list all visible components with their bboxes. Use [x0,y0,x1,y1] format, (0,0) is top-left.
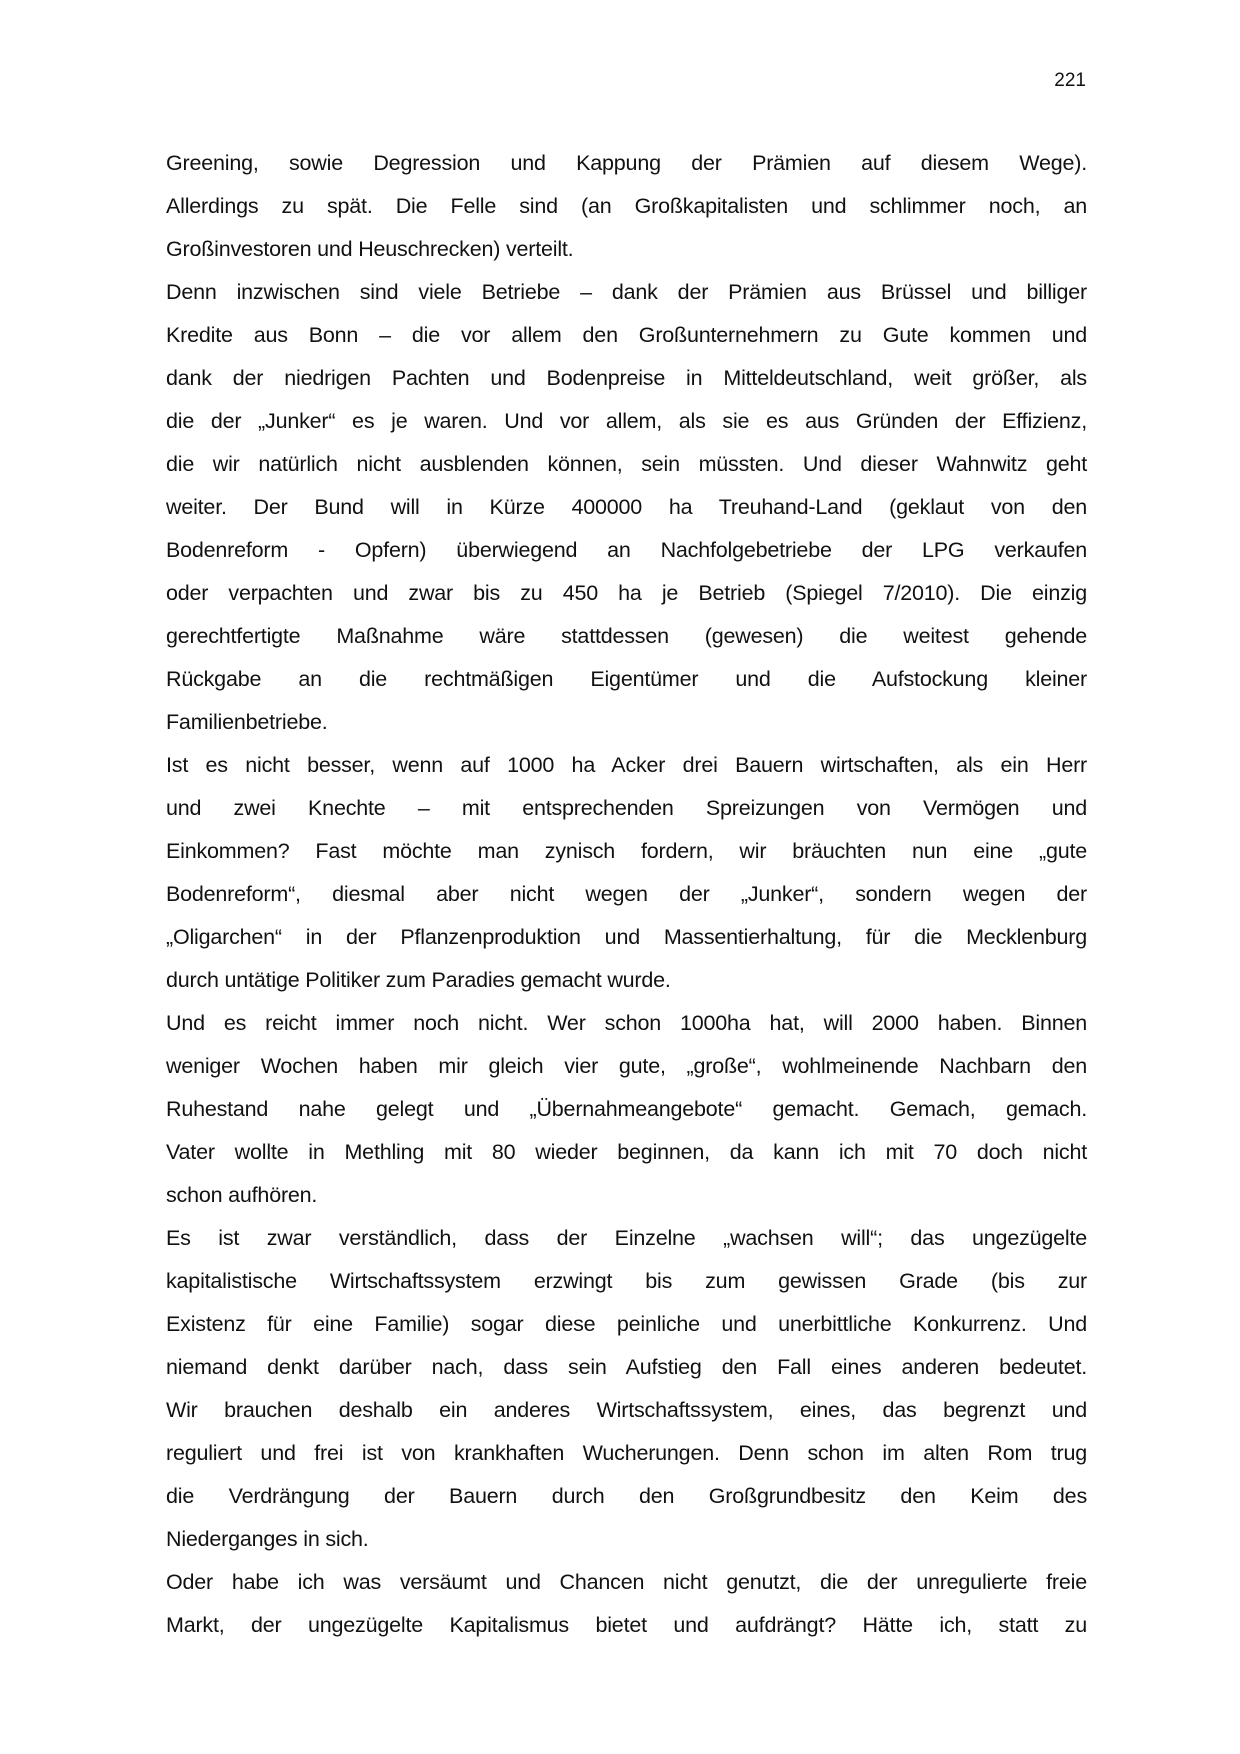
text-line: die der „Junker“ es je waren. Und vor allem, als sie es aus Gründen der Effizienz, [166,409,1087,433]
text-line: Wir brauchen deshalb ein anderes Wirtschaftssystem, eines, das begrenzt und [166,1398,1087,1422]
text-line: reguliert und frei ist von krankhaften Wucherungen. Denn schon im alten Rom trug [166,1441,1087,1465]
text-line: die wir natürlich nicht ausblenden können, sein müssten. Und dieser Wahnwitz geht [166,452,1087,476]
text-line: niemand denkt darüber nach, dass sein Aufstieg den Fall eines anderen bedeutet. [166,1355,1087,1379]
text-line: dank der niedrigen Pachten und Bodenpreise in Mitteldeutschland, weit größer, als [166,366,1087,390]
text-line: Existenz für eine Familie) sogar diese peinliche und unerbittliche Konkurrenz. Und [166,1312,1087,1336]
text-line: Greening, sowie Degression und Kappung der Prämien auf diesem Wege). [166,151,1087,175]
text-line: durch untätige Politiker zum Paradies gemacht wurde. [166,968,671,992]
text-line: und zwei Knechte – mit entsprechenden Spreizungen von Vermögen und [166,796,1087,820]
text-line: kapitalistische Wirtschaftssystem erzwingt bis zum gewissen Grade (bis zur [166,1269,1087,1293]
text-line: die Verdrängung der Bauern durch den Großgrundbesitz den Keim des [166,1484,1087,1508]
text-line: gerechtfertigte Maßnahme wäre stattdessen (gewesen) die weitest gehende [166,624,1087,648]
text-line: Einkommen? Fast möchte man zynisch fordern, wir bräuchten nun eine „gute [166,839,1087,863]
page-number: 221 [1054,70,1086,91]
text-line: Allerdings zu spät. Die Felle sind (an Großkapitalisten und schlimmer noch, an [166,194,1087,218]
text-line: Ist es nicht besser, wenn auf 1000 ha Acker drei Bauern wirtschaften, als ein Herr [166,753,1087,777]
text-line: Denn inzwischen sind viele Betriebe – dank der Prämien aus Brüssel und billiger [166,280,1087,304]
text-line: Rückgabe an die rechtmäßigen Eigentümer und die Aufstockung kleiner [166,667,1087,691]
text-line: Es ist zwar verständlich, dass der Einzelne „wachsen will“; das ungezügelte [166,1226,1087,1250]
text-line: Und es reicht immer noch nicht. Wer schon 1000ha hat, will 2000 haben. Binnen [166,1011,1087,1035]
text-line: Vater wollte in Methling mit 80 wieder beginnen, da kann ich mit 70 doch nicht [166,1140,1087,1164]
text-line: Niederganges in sich. [166,1527,369,1551]
text-line: Kredite aus Bonn – die vor allem den Großunternehmern zu Gute kommen und [166,323,1087,347]
text-line: Großinvestoren und Heuschrecken) verteilt. [166,237,574,261]
text-line: Familienbetriebe. [166,710,328,734]
text-line: „Oligarchen“ in der Pflanzenproduktion und Massentierhaltung, für die Mecklenburg [166,925,1087,949]
text-line: oder verpachten und zwar bis zu 450 ha je Betrieb (Spiegel 7/2010). Die einzig [166,581,1087,605]
text-line: Oder habe ich was versäumt und Chancen nicht genutzt, die der unregulierte freie [166,1570,1087,1594]
text-line: Ruhestand nahe gelegt und „Übernahmeangebote“ gemacht. Gemach, gemach. [166,1097,1087,1121]
text-line: schon aufhören. [166,1183,318,1207]
text-line: weniger Wochen haben mir gleich vier gute, „große“, wohlmeinende Nachbarn den [166,1054,1087,1078]
text-line: Bodenreform - Opfern) überwiegend an Nachfolgebetriebe der LPG verkaufen [166,538,1087,562]
text-line: Markt, der ungezügelte Kapitalismus bietet und aufdrängt? Hätte ich, statt zu [166,1613,1087,1637]
text-line: Bodenreform“, diesmal aber nicht wegen der „Junker“, sondern wegen der [166,882,1087,906]
body-text [166,142,1087,1647]
text-line: weiter. Der Bund will in Kürze 400000 ha Treuhand-Land (geklaut von den [166,495,1087,519]
